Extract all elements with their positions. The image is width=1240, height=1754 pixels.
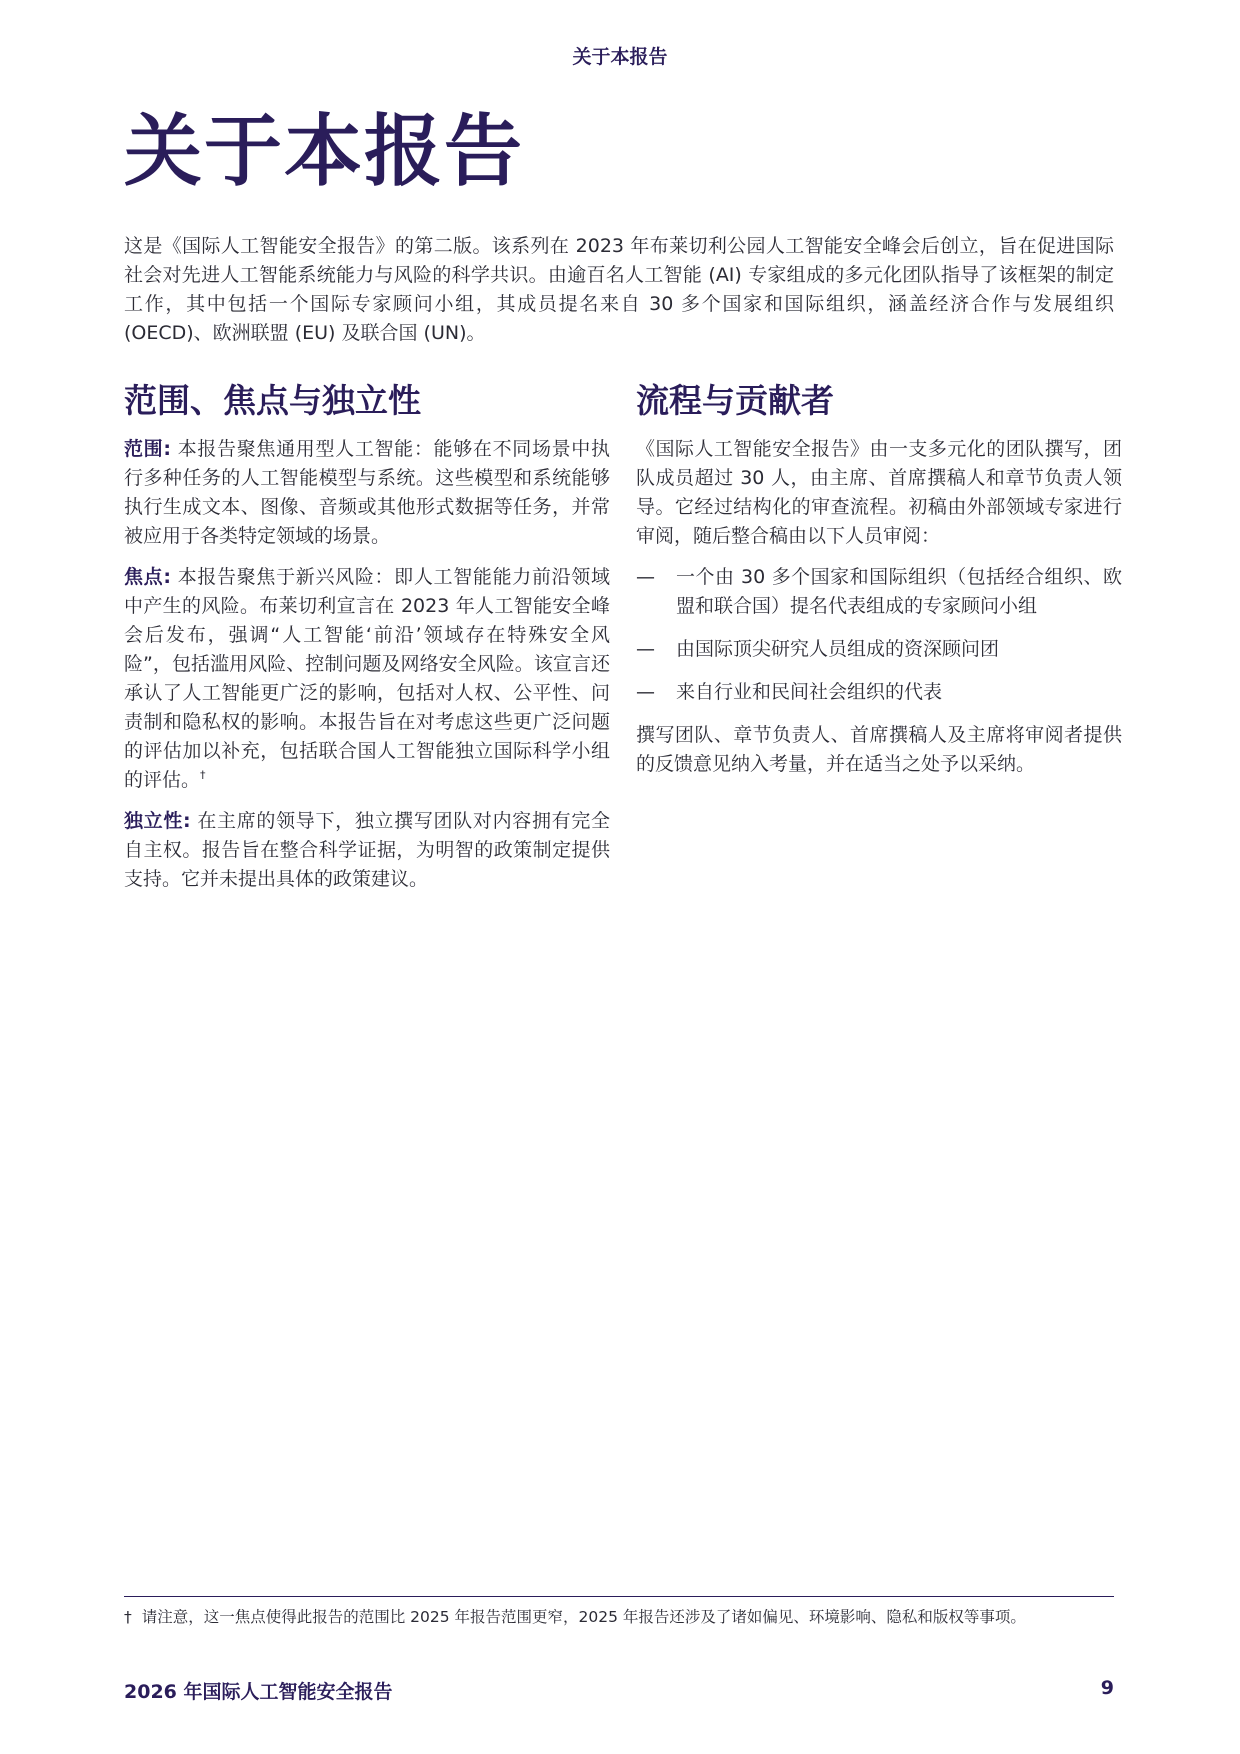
process-closing-paragraph: 撰写团队、章节负责人、首席撰稿人及主席将审阅者提供的反馈意见纳入考量，并在适当之处予以采纳。	[636, 724, 1122, 776]
running-head: 关于本报告	[572, 46, 668, 68]
footnote-text: 请注意，这一焦点使得此报告的范围比 2025 年报告范围更窄，2025 年报告还涉及了诸如偏见、环境影响、隐私和版权等事项。	[141, 1608, 1026, 1626]
list-item: — 一个由 30 多个国家和国际组织（包括经合组织、欧盟和联合国）提名代表组成的专家顾问小组	[636, 563, 1122, 621]
scope-focus-independence-section	[124, 380, 610, 906]
list-item: — 由国际顶尖研究人员组成的资深顾问团	[636, 635, 1122, 664]
footnote	[124, 1606, 1124, 1628]
independence-term: 独立性:	[124, 810, 191, 833]
intro-paragraph: 这是《国际人工智能安全报告》的第二版。该系列在 2023 年布莱切利公园人工智能安全峰会后创立，旨在促进国际社会对先进人工智能系统能力与风险的科学共识。由逾百名人工智能 (AI) 专家组成的多元化团队指导了该框架的制定工作，其中包括一个国际专家顾问小组，其成员提名来自 30 多个国家和国际组织，涵盖经济合作与发展组织 (OECD)、欧洲联盟 (EU) 及联合国 (UN)。	[124, 235, 1114, 344]
process-contributors-section	[636, 380, 1122, 791]
footnote-reference[interactable]: †	[200, 768, 206, 782]
dash-bullet: —	[636, 566, 655, 589]
reviewer-list	[636, 563, 1122, 707]
footer-report-title: 2026 年国际人工智能安全报告	[124, 1681, 393, 1703]
dash-bullet: —	[636, 638, 655, 661]
independence-paragraph	[124, 807, 610, 894]
focus-text: 本报告聚焦于新兴风险：即人工智能能力前沿领域中产生的风险。布莱切利宣言在 2023 年人工智能安全峰会后发布，强调“人工智能‘前沿’领域存在特殊安全风险”，包括滥用风险、控制问题及网络安全风险。该宣言还承认了人工智能更广泛的影响，包括对人权、公平性、问责制和隐私权的影响。本报告旨在对考虑这些更广泛问题的评估加以补充，包括联合国人工智能独立国际科学小组的评估。	[124, 566, 610, 792]
focus-term: 焦点:	[124, 566, 171, 589]
process-lead-paragraph: 《国际人工智能安全报告》由一支多元化的团队撰写，团队成员超过 30 人，由主席、首席撰稿人和章节负责人领导。它经过结构化的审查流程。初稿由外部领域专家进行审阅，随后整合稿由以下人员审阅：	[636, 438, 1122, 548]
page-title: 关于本报告	[124, 107, 525, 197]
process-section-heading: 流程与贡献者	[636, 381, 834, 420]
independence-text: 在主席的领导下，独立撰写团队对内容拥有完全自主权。报告旨在整合科学证据，为明智的政策制定提供支持。它并未提出具体的政策建议。	[124, 810, 610, 891]
focus-paragraph	[124, 563, 610, 795]
footnote-mark: †	[124, 1608, 132, 1626]
scope-paragraph	[124, 435, 610, 551]
scope-section-heading: 范围、焦点与独立性	[124, 381, 421, 420]
scope-text: 本报告聚焦通用型人工智能：能够在不同场景中执行多种任务的人工智能模型与系统。这些模型和系统能够执行生成文本、图像、音频或其他形式数据等任务，并常被应用于各类特定领域的场景。	[124, 438, 610, 548]
page-number: 9	[1100, 1677, 1114, 1699]
scope-term: 范围:	[124, 438, 171, 461]
dash-bullet: —	[636, 681, 655, 704]
footnote-divider	[124, 1596, 1114, 1597]
list-item: — 来自行业和民间社会组织的代表	[636, 678, 1122, 707]
